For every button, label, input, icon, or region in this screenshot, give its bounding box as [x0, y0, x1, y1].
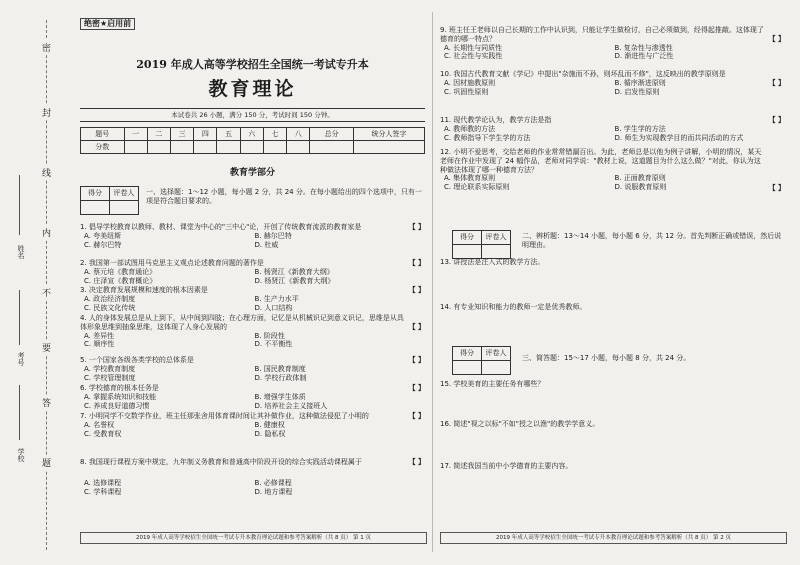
score-header-cell: 五 — [217, 128, 240, 141]
question-12 — [440, 148, 785, 192]
score-header-cell: 二 — [147, 128, 170, 141]
secret-stamp: 绝密★启用前 — [80, 18, 135, 30]
option[interactable]: A. 教师教的方法 — [444, 124, 496, 133]
question-6 — [80, 384, 425, 410]
option[interactable]: C. 顺序性 — [84, 340, 115, 349]
option[interactable]: D. 人口结构 — [254, 303, 293, 312]
score-header-cell: 统分人签字 — [354, 128, 425, 141]
option[interactable]: D. 杜威 — [254, 240, 279, 249]
answer-bracket[interactable]: 【 】 — [408, 259, 425, 267]
exam-title: 2019 年成人高等学校招生全国统一考试专升本 — [136, 58, 369, 71]
seal-char: 线 — [42, 165, 51, 180]
page-footer: 2019 年成人高等学校招生全国统一考试专升本教育理论试题和参考答案解析（共 8 页） 第 2 页 — [440, 532, 787, 544]
question-stem: 1. 倡导学校教育以教师、教材、课堂为中心的"三中心"论，开创了传统教育流派的教育家是 — [80, 223, 362, 231]
answer-bracket[interactable]: 【 】 — [768, 79, 785, 87]
question-stem: 8. 我国现行课程方案中规定，九年制义务教育和普通高中阶段开设的综合实践活动课程属于 — [80, 458, 362, 466]
question-16: 16. 简述"视之以标"不如"授之以渔"的教学学意义。 — [440, 420, 600, 428]
option[interactable]: A. 选修课程 — [84, 478, 122, 487]
option[interactable]: C. 理论联系实际原则 — [444, 183, 510, 191]
question-15: 15. 学校美育的主要任务有哪些？ — [440, 380, 545, 388]
score-cell[interactable] — [310, 141, 354, 154]
option[interactable]: A. 差异性 — [84, 331, 115, 340]
score-cell[interactable] — [263, 141, 286, 154]
option[interactable]: B. 赫尔巴特 — [254, 231, 292, 240]
score-row-label: 分数 — [81, 141, 125, 154]
name-label: 姓名 — [17, 245, 25, 259]
seal-char: 要 — [42, 340, 51, 355]
section-2-instruction: 二、辨析题：13～14 小题，每小题 6 分，共 12 分。首先判断正确或错误，然后说明理由。 — [522, 232, 782, 250]
question-10 — [440, 70, 785, 96]
answer-bracket[interactable]: 【 】 — [768, 35, 785, 43]
question-stem: 4. 人的身体发展总是从上到下，从中间到四肢；在心理方面，记忆是从机械识记到意义识记，思维是从具体形象思维到抽象思维，这体现了人身心发展的 — [80, 314, 404, 331]
option[interactable]: C. 学校管理制度 — [84, 373, 136, 382]
grader-score-cell[interactable] — [81, 201, 110, 215]
page-divider — [432, 12, 433, 552]
seal-char: 密 — [42, 40, 51, 55]
grader-score-label: 得分 — [453, 231, 482, 245]
rule — [80, 108, 425, 109]
seal-char: 题 — [42, 455, 51, 470]
score-table — [80, 127, 425, 154]
instruction: 本试卷共 26 小题，满分 150 分，考试时间 150 分钟。 — [171, 111, 334, 119]
option[interactable]: D. 杨贤江《新教育大纲》 — [254, 276, 335, 285]
question-stem: 3. 决定教育发展规模和速度的根本因素是 — [80, 286, 208, 294]
score-value-row — [81, 141, 425, 154]
question-17: 17. 简述我国当前中小学德育的主要内容。 — [440, 462, 573, 470]
score-header-cell: 三 — [171, 128, 194, 141]
option[interactable]: D. 师生为实现教学目的而共同活动的方式 — [614, 133, 744, 142]
option[interactable]: C. 社会性与实践性 — [444, 52, 503, 61]
grader-cell[interactable] — [110, 201, 139, 215]
option[interactable]: B. 复杂性与渗透性 — [614, 43, 673, 52]
page-1 — [80, 18, 425, 548]
option[interactable]: A. 因材施教原则 — [444, 78, 496, 87]
seal-char: 不 — [42, 285, 51, 300]
question-14: 14. 有专业知识和能力的教师一定是优秀教师。 — [440, 303, 587, 311]
option[interactable]: D. 地方课程 — [254, 487, 293, 496]
option[interactable]: B. 增强学生体质 — [254, 392, 306, 401]
question-stem: 9. 班主任王老师以自己长期的工作中认识到，只能让学生做检讨，自己必须做到，经得起推敲。这体现了德育的哪一特点？ — [440, 26, 764, 43]
option[interactable]: B. 正面教育原则 — [614, 174, 666, 183]
score-cell[interactable] — [287, 141, 310, 154]
option[interactable]: D. 不平衡性 — [254, 340, 293, 349]
score-header-cell: 四 — [194, 128, 217, 141]
binding-margin — [0, 0, 72, 565]
score-cell[interactable] — [124, 141, 147, 154]
score-header-cell: 一 — [124, 128, 147, 141]
grader-score-cell[interactable] — [453, 245, 482, 259]
score-header-cell: 总分 — [310, 128, 354, 141]
option[interactable]: A. 学校教育制度 — [84, 364, 136, 373]
grader-table — [80, 186, 139, 215]
question-stem: 6. 学校德育的根本任务是 — [80, 384, 159, 392]
score-header-cell: 八 — [287, 128, 310, 141]
option[interactable]: D. 培养社会主义接班人 — [254, 401, 328, 410]
question-9 — [440, 26, 785, 61]
grader-score-label: 得分 — [81, 187, 110, 201]
answer-bracket[interactable]: 【 】 — [408, 223, 425, 231]
question-stem: 7. 小明同学不交数学作业，班主任那张舍用体育课时间让其补做作业，这种做法侵犯了小明的 — [80, 412, 369, 420]
grader-table — [452, 346, 511, 375]
question-stem: 12. 小明不爱思考，交给老师的作业常常错漏百出。为此，老师总是以他为例子讲解，小明的情况，某天老师在作业中发现了 24 幅作品，老师对同学说："教材上说，这道题目为什么这么做？"对此，你认为这种做法体现了哪一种德育方法？ — [440, 148, 762, 174]
option[interactable]: C. 养成良好道德习惯 — [84, 401, 150, 410]
exam-number-write-line[interactable] — [19, 290, 20, 345]
option[interactable]: B. 必修课程 — [254, 478, 292, 487]
option[interactable]: D. 启发性原则 — [614, 87, 660, 96]
answer-bracket[interactable]: 【 】 — [408, 323, 425, 331]
question-stem: 11. 现代教学论认为，教学方法是指 — [440, 116, 552, 124]
option[interactable]: B. 阶段性 — [254, 331, 285, 340]
score-cell[interactable] — [240, 141, 263, 154]
option[interactable]: B. 学生学的方法 — [614, 124, 666, 133]
grader-score-label: 得分 — [453, 347, 482, 361]
name-write-line[interactable] — [19, 175, 20, 235]
question-2 — [80, 259, 425, 285]
answer-bracket[interactable]: 【 】 — [408, 286, 425, 294]
question-7 — [80, 412, 425, 438]
question-stem: 10. 我国古代教育文献《学记》中提出"杂施而不孙，则坏乱而不修"，这反映出的教学原则是 — [440, 70, 726, 78]
option[interactable]: C. 庄泽宣《教育概论》 — [84, 276, 157, 285]
option[interactable]: C. 受教育权 — [84, 429, 122, 438]
option[interactable]: B. 生产力水平 — [254, 294, 299, 303]
option[interactable]: C. 赫尔巴特 — [84, 240, 122, 249]
school-label: 学校 — [17, 448, 25, 462]
option[interactable]: B. 杨贤江《新教育大纲》 — [254, 267, 334, 276]
rule — [80, 121, 425, 122]
question-3 — [80, 286, 425, 312]
page-2 — [440, 18, 785, 548]
grader-label: 评卷人 — [110, 187, 139, 201]
option[interactable]: B. 健康权 — [254, 420, 285, 429]
option[interactable]: C. 学科课程 — [84, 487, 122, 496]
question-stem: 5. 一个国家各级各类学校的总体系是 — [80, 356, 194, 364]
option[interactable]: A. 夸美纽斯 — [84, 231, 122, 240]
exam-number-label: 考号 — [17, 352, 25, 366]
score-header-cell: 题号 — [81, 128, 125, 141]
option[interactable]: C. 巩固性原则 — [444, 87, 489, 96]
score-cell[interactable] — [171, 141, 194, 154]
option[interactable]: A. 名誉权 — [84, 420, 115, 429]
grader-label: 评卷人 — [482, 231, 511, 245]
option[interactable]: B. 循序渐进原则 — [614, 78, 666, 87]
score-header-cell: 六 — [240, 128, 263, 141]
seal-char: 答 — [42, 395, 51, 410]
question-13: 13. 讲授法是注入式的教学方法。 — [440, 258, 545, 266]
subject-title: 教育理论 — [208, 78, 297, 100]
seal-char: 封 — [42, 105, 51, 120]
page-footer: 2019 年成人高等学校招生全国统一考试专升本教育理论试题和参考答案解析（共 8 页） 第 1 页 — [80, 532, 427, 544]
option[interactable]: D. 说服教育原则 — [614, 183, 667, 191]
score-cell[interactable] — [147, 141, 170, 154]
option[interactable]: D. 渐进性与广泛性 — [614, 52, 674, 61]
answer-bracket[interactable]: 【 】 — [408, 412, 425, 420]
answer-bracket[interactable]: 【 】 — [768, 184, 785, 192]
grader-table — [452, 230, 511, 259]
option[interactable]: B. 国民教育制度 — [254, 364, 306, 373]
option[interactable]: D. 隐私权 — [254, 429, 286, 438]
school-write-line[interactable] — [19, 385, 20, 440]
part-title: 教育学部分 — [229, 168, 275, 178]
question-5 — [80, 356, 425, 382]
question-1 — [80, 223, 425, 249]
answer-bracket[interactable]: 【 】 — [408, 458, 425, 466]
grader-label: 评卷人 — [482, 347, 511, 361]
section-3-instruction: 三、简答题：15～17 小题，每小题 8 分，共 24 分。 — [522, 354, 691, 362]
question-4 — [80, 314, 425, 349]
question-11 — [440, 116, 785, 142]
option[interactable]: A. 蔡元培《教育通论》 — [84, 267, 157, 276]
option[interactable]: C. 民族文化传统 — [84, 303, 136, 312]
grader-score-cell[interactable] — [453, 361, 482, 375]
seal-char: 内 — [42, 225, 51, 240]
score-header-row — [81, 128, 425, 141]
grader-cell[interactable] — [482, 361, 511, 375]
option[interactable]: A. 掌握系统知识和技能 — [84, 392, 157, 401]
answer-bracket[interactable]: 【 】 — [768, 116, 785, 124]
answer-bracket[interactable]: 【 】 — [408, 356, 425, 364]
grader-cell[interactable] — [482, 245, 511, 259]
question-8 — [80, 458, 425, 496]
question-stem: 2. 我国第一部试图用马克思主义观点论述教育问题的著作是 — [80, 259, 264, 267]
option[interactable]: A. 长期性与同质性 — [444, 43, 503, 52]
answer-bracket[interactable]: 【 】 — [408, 384, 425, 392]
option[interactable]: D. 学校行政体制 — [254, 373, 307, 382]
option[interactable]: A. 集体教育原则 — [444, 174, 496, 183]
option[interactable]: C. 教师指导下学生学的方法 — [444, 133, 531, 142]
option[interactable]: A. 政治经济制度 — [84, 294, 136, 303]
score-cell[interactable] — [354, 141, 425, 154]
section-1-instruction: 一、选择题：1～12 小题，每小题 2 分，共 24 分。在每小题给出的四个选项中，只有一项是符合题目要求的。 — [146, 188, 422, 206]
score-cell[interactable] — [217, 141, 240, 154]
score-cell[interactable] — [194, 141, 217, 154]
score-header-cell: 七 — [263, 128, 286, 141]
